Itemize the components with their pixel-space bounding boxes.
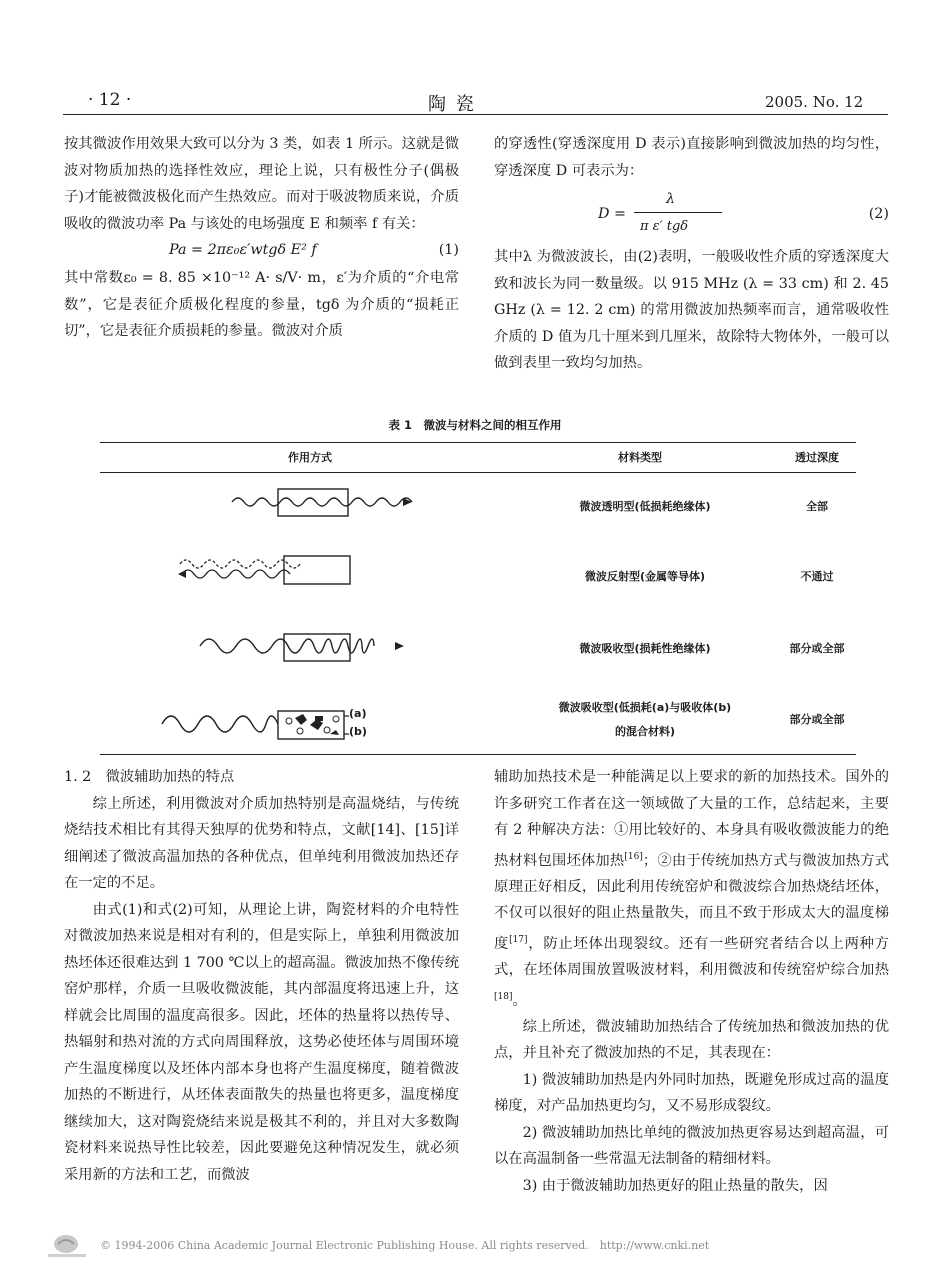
- legend-a: (a): [349, 707, 367, 720]
- equation-2-lhs: D =: [598, 206, 626, 222]
- table-cell-material: 微波透明型(低损耗绝缘体): [579, 500, 711, 513]
- table-cell-material-line2: 的混合材料): [614, 725, 676, 738]
- interaction-diagrams: [160, 478, 420, 758]
- equation-2-number: (2): [868, 206, 889, 222]
- issue-label: 2005. No. 12: [765, 93, 864, 111]
- left-column-top: [64, 131, 459, 345]
- table-header-material: 材料类型: [618, 451, 662, 464]
- paragraph: [494, 764, 889, 1014]
- list-item: 2) 微波辅助加热比单纯的微波加热更容易达到超高温，可以在高温制备一些常温无法制备的精细材料。: [494, 1124, 889, 1168]
- citation: [17]: [509, 934, 528, 945]
- table-bottom-rule: [100, 754, 856, 755]
- legend-b: (b): [349, 725, 367, 738]
- copyright-footer: © 1994-2006 China Academic Journal Electronic Publishing House. All rights reserved. http://www.cnki.net: [100, 1239, 710, 1252]
- paragraph: 按其微波作用效果大致可以分为 3 类，如表 1 所示。这就是微波对物质加热的选择性效应，理论上说，只有极性分子(偶极子)才能被微波极化而产生热效应。而对于吸波物质来说，介质吸收的微波功率 Pa 与该处的电场强度 E 和频率 f 有关：: [64, 136, 459, 232]
- table-cell-material-line1: 微波吸收型(低损耗(a)与吸收体(b): [558, 701, 732, 714]
- right-column-bottom: [494, 764, 889, 1199]
- equation-1-formula: Pa = 2πε₀ε′wtgδ E² f: [169, 242, 317, 258]
- right-column-top: [494, 131, 889, 377]
- mixed-absorber-illustration: [162, 711, 349, 739]
- paragraph: 综上所述，微波辅助加热结合了传统加热和微波加热的优点，并且补充了微波加热的不足，其表现在：: [494, 1018, 889, 1062]
- table-cell-depth: 全部: [806, 500, 828, 513]
- table-cell-depth: 部分或全部: [789, 642, 845, 655]
- table-cell-material: 微波吸收型(损耗性绝缘体): [579, 642, 711, 655]
- paragraph: 由式(1)和式(2)可知，从理论上讲，陶瓷材料的介电特性对微波加热来说是相对有利的，但是实际上，单独利用微波加热坯体还很难达到 1 700 ℃以上的超高温。微波加热不像传统窑炉那样，介质一旦吸收微波能，其内部温度将迅速上升，这样就会比周围的温度高很多。因此，坯体的热量将以热传导、热辐射和热对流的方式向周围释放，这势必使坯体与周围环境产生温度梯度以及坯体内部本身也将产生温度梯度，随着微波加热的不断进行，从坯体表面散失的热量也将更多，温度梯度继续加大，这对陶瓷烧结来说是极其不利的，并且对大多数陶瓷材料来说热导性比较差，因此要避免这种情况发生，就必须采用新的方法和工艺，而微波: [64, 901, 459, 1183]
- list-item: 3) 由于微波辅助加热更好的阻止热量的散失，因: [522, 1177, 828, 1194]
- paragraph: 其中λ 为微波波长，由(2)表明，一般吸收性介质的穿透深度大致和波长为同一数量级。以 915 MHz (λ = 33 cm) 和 2. 45 GHz (λ = 12. 2 cm) 的常用微波加热频率而言，通常吸收性介质的 D 值为几十厘米到几厘米，故除特大物体外，一般可以做到表里一致均匀加热。: [494, 249, 889, 371]
- table-cell-material: 微波反射型(金属等导体): [584, 570, 706, 583]
- header-rule: [63, 114, 888, 115]
- table-cell-depth: 部分或全部: [789, 713, 845, 726]
- left-column-bottom: [64, 764, 459, 1188]
- citation: [18]: [494, 991, 513, 1002]
- section-heading: 1. 2 微波辅助加热的特点: [64, 769, 235, 785]
- table-title: 表 1 微波与材料之间的相互作用: [388, 418, 562, 432]
- table-cell-depth: 不通过: [800, 570, 834, 583]
- cnki-logo-icon: [44, 1232, 90, 1260]
- fraction-bar: [634, 212, 722, 213]
- paragraph: 的穿透性(穿透深度用 D 表示)直接影响到微波加热的均匀性，穿透深度 D 可表示为：: [494, 136, 889, 179]
- equation-1: [64, 237, 459, 265]
- table-header-depth: 透过深度: [795, 451, 839, 464]
- text-run: ，防止坯体出现裂纹。还有一些研究者结合以上两种方式，在坯体周围放置吸波材料，利用微波和传统窑炉综合加热: [494, 935, 889, 979]
- equation-2-numerator: λ: [666, 191, 676, 207]
- text-run: 辅助加热技术是一种能满足以上要求的新的加热技术。国外的许多研究工作者在这一领域做了大量的工作，总结起来，主要有 2 种解决方法：①用比较好的、本身具有吸收微波能力的绝热材料包围坯体加热: [494, 769, 889, 869]
- table-header-mode: 作用方式: [288, 451, 332, 464]
- journal-title: 陶 瓷: [428, 94, 476, 115]
- citation: [16]: [624, 851, 643, 862]
- equation-2: [494, 184, 889, 244]
- list-item: 1) 微波辅助加热是内外同时加热，既避免形成过高的温度梯度，对产品加热更均匀，又不易形成裂纹。: [494, 1071, 889, 1115]
- page-number: · 12 ·: [88, 90, 132, 110]
- text-run: 。: [512, 992, 527, 1009]
- table-header-rule: [100, 472, 856, 473]
- text-run: ；②由于传统加热方式与微波加热方式原理正好相反，因此利用传统窑炉和微波综合加热烧结坯体，不仅可以很好的阻止热量散失，而且不致于形成太大的温度梯度: [494, 852, 890, 952]
- equation-1-number: (1): [438, 242, 459, 258]
- equation-2-denominator: π ε′ tgδ: [640, 219, 689, 234]
- transparent-wave-illustration: [232, 489, 412, 516]
- paragraph: 其中常数ε₀ = 8. 85 ×10⁻¹² A· s/V· m，ε′为介质的“介电常数”，它是表征介质极化程度的参量，tgδ 为介质的“损耗正切”，它是表征介质损耗的参量。微波对介质: [64, 270, 459, 339]
- paragraph: 综上所述，利用微波对介质加热特别是高温烧结，与传统烧结技术相比有其得天独厚的优势和特点，文献[14]、[15]详细阐述了微波高温加热的各种优点，但单纯利用微波加热还存在一定的不足。: [64, 795, 459, 891]
- absorption-wave-illustration: [200, 634, 404, 661]
- table-top-rule: [100, 442, 856, 443]
- reflection-wave-illustration: [178, 556, 350, 584]
